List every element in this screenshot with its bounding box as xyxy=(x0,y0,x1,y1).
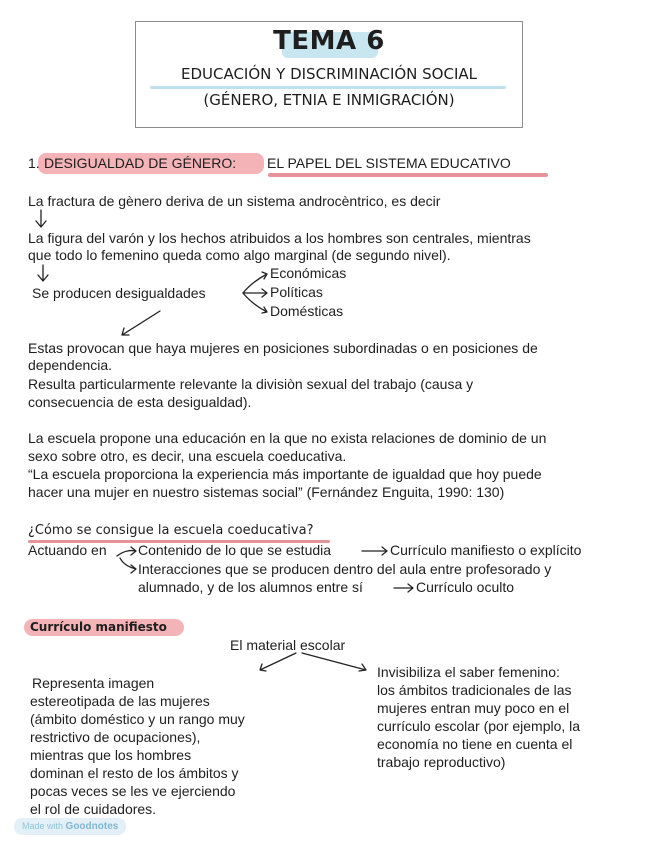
title-box xyxy=(135,21,523,128)
left-line: el rol de cuidadores. xyxy=(30,801,157,817)
branch-item: Económicas xyxy=(270,265,347,281)
branch-item: Domésticas xyxy=(270,303,344,319)
branch-arrow-icon xyxy=(260,653,296,671)
branch-item: Políticas xyxy=(270,284,323,300)
paragraph: Estas provocan que haya mujeres en posiciones subordinadas o en posiciones de xyxy=(28,340,538,356)
actuando-label: Actuando en xyxy=(28,542,107,558)
section-heading-highlight: DESIGUALDAD DE GÉNERO: xyxy=(44,155,237,171)
quote: “La escuela proporciona la experiencia más importante de igualdad que hoy puede xyxy=(28,466,542,482)
right-line: economía no tiene en cuenta el xyxy=(377,736,573,752)
left-line: mientras que los hombres xyxy=(30,747,192,763)
left-line: restrictivo de ocupaciones), xyxy=(30,729,201,745)
page-subtitle-2: (GÉNERO, ETNIA E INMIGRACIÓN) xyxy=(203,91,455,109)
page-subtitle: EDUCACIÓN Y DISCRIMINACIÓN SOCIAL xyxy=(180,65,478,83)
branch-arrow-icon xyxy=(243,289,267,297)
right-line: los ámbitos tradicionales de las xyxy=(377,682,572,698)
down-arrow-icon xyxy=(38,265,48,281)
watermark-prefix: Made with xyxy=(22,821,64,831)
branch-arrow-icon xyxy=(302,653,366,671)
curriculo-manifiesto-label: Currículo manifiesto o explícito xyxy=(390,542,582,558)
paragraph: La figura del varón y los hechos atribuidos a los hombres son centrales, mientras xyxy=(28,230,531,246)
section-number: 1. xyxy=(28,155,40,171)
curriculo-oculto-label: Currículo oculto xyxy=(416,579,515,595)
branch-arrow-icon xyxy=(243,272,267,293)
right-arrow-icon xyxy=(120,558,136,573)
material-label: El material escolar xyxy=(230,637,346,653)
paragraph: dependencia. xyxy=(28,357,113,373)
right-line: trabajo reproductivo) xyxy=(377,754,506,770)
right-line: Invisibiliza el saber femenino: xyxy=(377,664,560,680)
right-arrow-icon xyxy=(394,584,413,592)
section-underline xyxy=(268,173,548,177)
right-arrow-icon xyxy=(362,547,387,555)
paragraph: consecuencia de esta desigualdad). xyxy=(28,394,252,410)
left-line: (ámbito doméstico y un rango muy xyxy=(30,711,245,727)
page-title: TEMA 6 xyxy=(273,26,385,56)
paragraph: La fractura de gènero deriva de un sistema androcèntrico, es decir xyxy=(28,193,441,209)
left-line: estereotipada de las mujeres xyxy=(30,693,210,709)
right-line: mujeres entran muy poco en el xyxy=(377,700,570,716)
branch-arrow-icon xyxy=(243,293,267,313)
subtitle-underline xyxy=(150,86,506,89)
quote: hacer una mujer en nuestro sistemas social” (Fernández Enguita, 1990: 130) xyxy=(28,484,505,500)
contenido-label: Contenido de lo que se estudia xyxy=(138,542,332,558)
desigualdades-label: Se producen desigualdades xyxy=(32,285,206,301)
interacciones-label: Interacciones que se producen dentro del aula entre profesorado y xyxy=(138,561,552,577)
watermark-brand: Goodnotes xyxy=(65,821,119,832)
paragraph: que todo lo femenino queda como algo marginal (de segundo nivel). xyxy=(28,247,451,263)
curriculo-heading: Currículo manifiesto xyxy=(30,620,167,634)
paragraph: Resulta particularmente relevante la divisiòn sexual del trabajo (causa y xyxy=(28,376,474,392)
right-arrow-icon xyxy=(117,547,136,556)
left-line: Representa imagen xyxy=(32,675,155,691)
left-line: dominan el resto de los ámbitos y xyxy=(30,765,239,781)
right-line: currículo escolar (por ejemplo, la xyxy=(377,718,581,734)
goodnotes-watermark xyxy=(14,818,126,835)
interacciones-label: alumnado, y de los alumnos entre sí xyxy=(138,579,363,595)
question-heading: ¿Cómo se consigue la escuela coeducativa? xyxy=(28,523,314,538)
down-arrow-icon xyxy=(36,210,46,227)
paragraph: sexo sobre otro, es decir, una escuela coeducativa. xyxy=(28,448,347,464)
section-heading-underlined: EL PAPEL DEL SISTEMA EDUCATIVO xyxy=(267,155,511,171)
diagonal-arrow-icon xyxy=(122,311,160,335)
left-line: pocas veces se les ve ejerciendo xyxy=(30,783,236,799)
paragraph: La escuela propone una educación en la que no exista relaciones de dominio de un xyxy=(28,430,547,446)
